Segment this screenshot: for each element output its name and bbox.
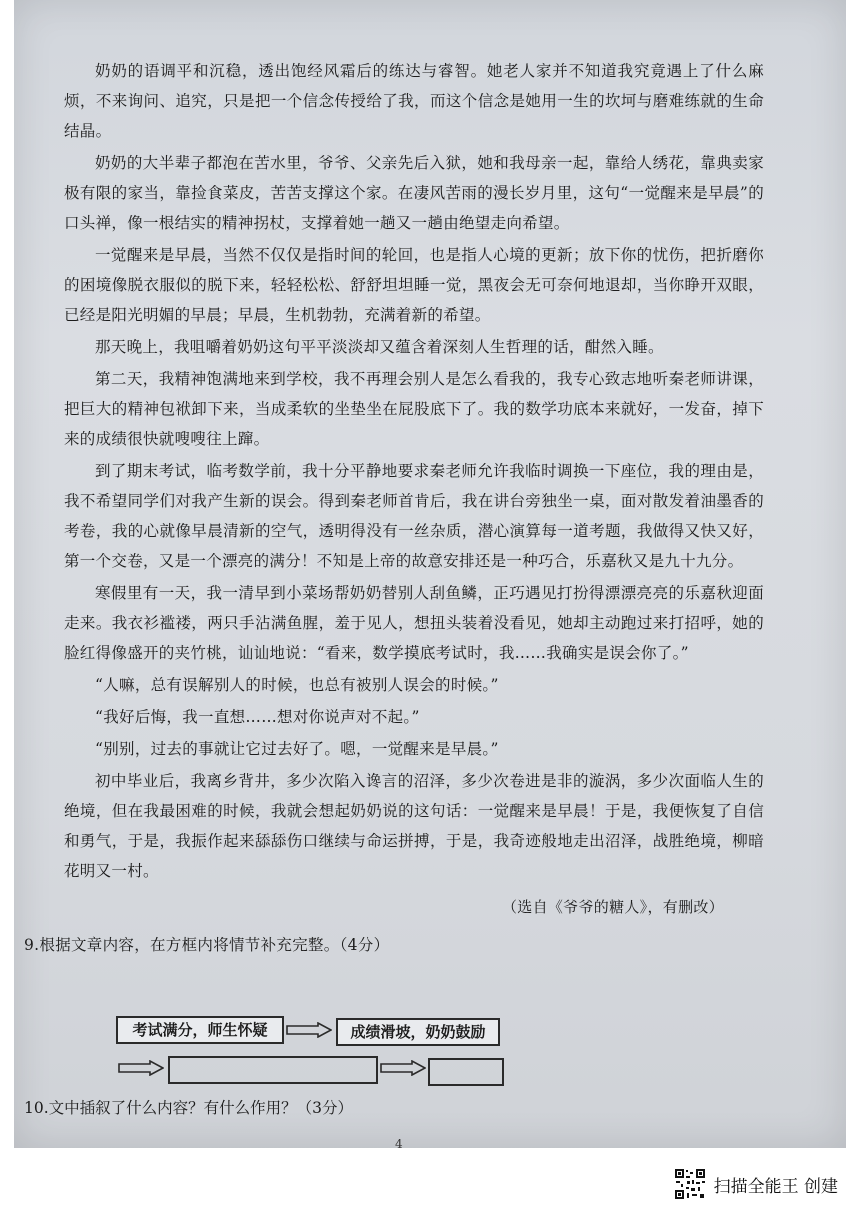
paragraph: 一觉醒来是早晨，当然不仅仅是指时间的轮回，也是指人心境的更新；放下你的忧伤，把折磨你的困境像脱衣服似的脱下来，轻轻松松、舒舒坦坦睡一觉，黑夜会无可奈何地退却，当你睁开双眼，已经是阳光明媚的早晨；早晨，生机勃勃，充满着新的希望。 [64, 246, 764, 324]
plot-flowchart [116, 1012, 516, 1087]
arrow-right-icon [286, 1022, 332, 1038]
question-10: 10.文中插叙了什么内容？有什么作用？（3分） [24, 1099, 354, 1117]
flow-box-4-blank[interactable] [428, 1058, 504, 1086]
paragraph: 初中毕业后，我离乡背井，多少次陷入谗言的沼泽，多少次卷进是非的漩涡，多少次面临人生的绝境，但在我最困难的时候，我就会想起奶奶说的这句话：一觉醒来是早晨！于是，我便恢复了自信和勇气，于是，我振作起来舔舔伤口继续与命运拼搏，于是，我奇迹般地走出沼泽，战胜绝境，柳暗花明又一村。 [64, 772, 764, 880]
arrow-right-icon [118, 1060, 164, 1076]
page-number: 4 [395, 1137, 403, 1151]
dialogue-line: “人嘛，总有误解别人的时候，也总有被别人误会的时候。” [95, 676, 499, 694]
paragraph: 那天晚上，我咀嚼着奶奶这句平平淡淡却又蕴含着深刻人生哲理的话，酣然入睡。 [95, 338, 664, 356]
paragraph: 寒假里有一天，我一清早到小菜场帮奶奶替别人刮鱼鳞，正巧遇见打扮得漂漂亮亮的乐嘉秋迎面走来。我衣衫褴褛，两只手沾满鱼腥，羞于见人，想扭头装着没看见，她却主动跑过来打招呼，她的脸红得像盛开的夹竹桃，讪讪地说：“看来，数学摸底考试时，我……我确实是误会你了。” [64, 584, 764, 662]
paragraph: 奶奶的语调平和沉稳，透出饱经风霜后的练达与睿智。她老人家并不知道我究竟遇上了什么麻烦，不来询问、追究，只是把一个信念传授给了我，而这个信念是她用一生的坎坷与磨难练就的生命结晶。 [64, 62, 764, 140]
paragraph: 第二天，我精神饱满地来到学校，我不再理会别人是怎么看我的，我专心致志地听秦老师讲课，把巨大的精神包袱卸下来，当成柔软的坐垫坐在屁股底下了。我的数学功底本来就好，一发奋，掉下来的成绩很快就嗖嗖往上蹿。 [64, 370, 764, 448]
dialogue-line: “别别，过去的事就让它过去好了。嗯，一觉醒来是早晨。” [95, 740, 499, 758]
flow-box-3-blank[interactable] [168, 1056, 378, 1084]
dialogue-line: “我好后悔，我一直想……想对你说声对不起。” [95, 708, 420, 726]
paragraph: 奶奶的大半辈子都泡在苦水里，爷爷、父亲先后入狱，她和我母亲一起，靠给人绣花，靠典卖家极有限的家当，靠捡食菜皮，苦苦支撑这个家。在凄风苦雨的漫长岁月里，这句“一觉醒来是早晨”的口头禅，像一根结实的精神拐杖，支撑着她一趟又一趟由绝望走向希望。 [64, 154, 764, 232]
scanner-watermark [674, 1168, 838, 1200]
source-citation: （选自《爷爷的糖人》，有删改） [501, 898, 724, 916]
paragraph: 到了期末考试，临考数学前，我十分平静地要求秦老师允许我临时调换一下座位，我的理由是，我不希望同学们对我产生新的误会。得到秦老师首肯后，我在讲台旁独坐一桌，面对散发着油墨香的考卷，我的心就像早晨清新的空气，透明得没有一丝杂质，潜心演算每一道考题，我做得又快又好，第一个交卷，又是一个漂亮的满分！不知是上帝的故意安排还是一种巧合，乐嘉秋又是九十九分。 [64, 462, 764, 570]
flow-box-2: 成绩滑坡，奶奶鼓励 [336, 1018, 500, 1046]
scanner-app-label: 扫描全能王 创建 [713, 1176, 838, 1197]
flow-box-1: 考试满分，师生怀疑 [116, 1016, 284, 1044]
question-9: 9.根据文章内容，在方框内将情节补充完整。（4分） [24, 936, 390, 954]
arrow-right-icon [380, 1060, 426, 1076]
article-body [24, 56, 764, 960]
qr-code-icon [674, 1168, 706, 1200]
